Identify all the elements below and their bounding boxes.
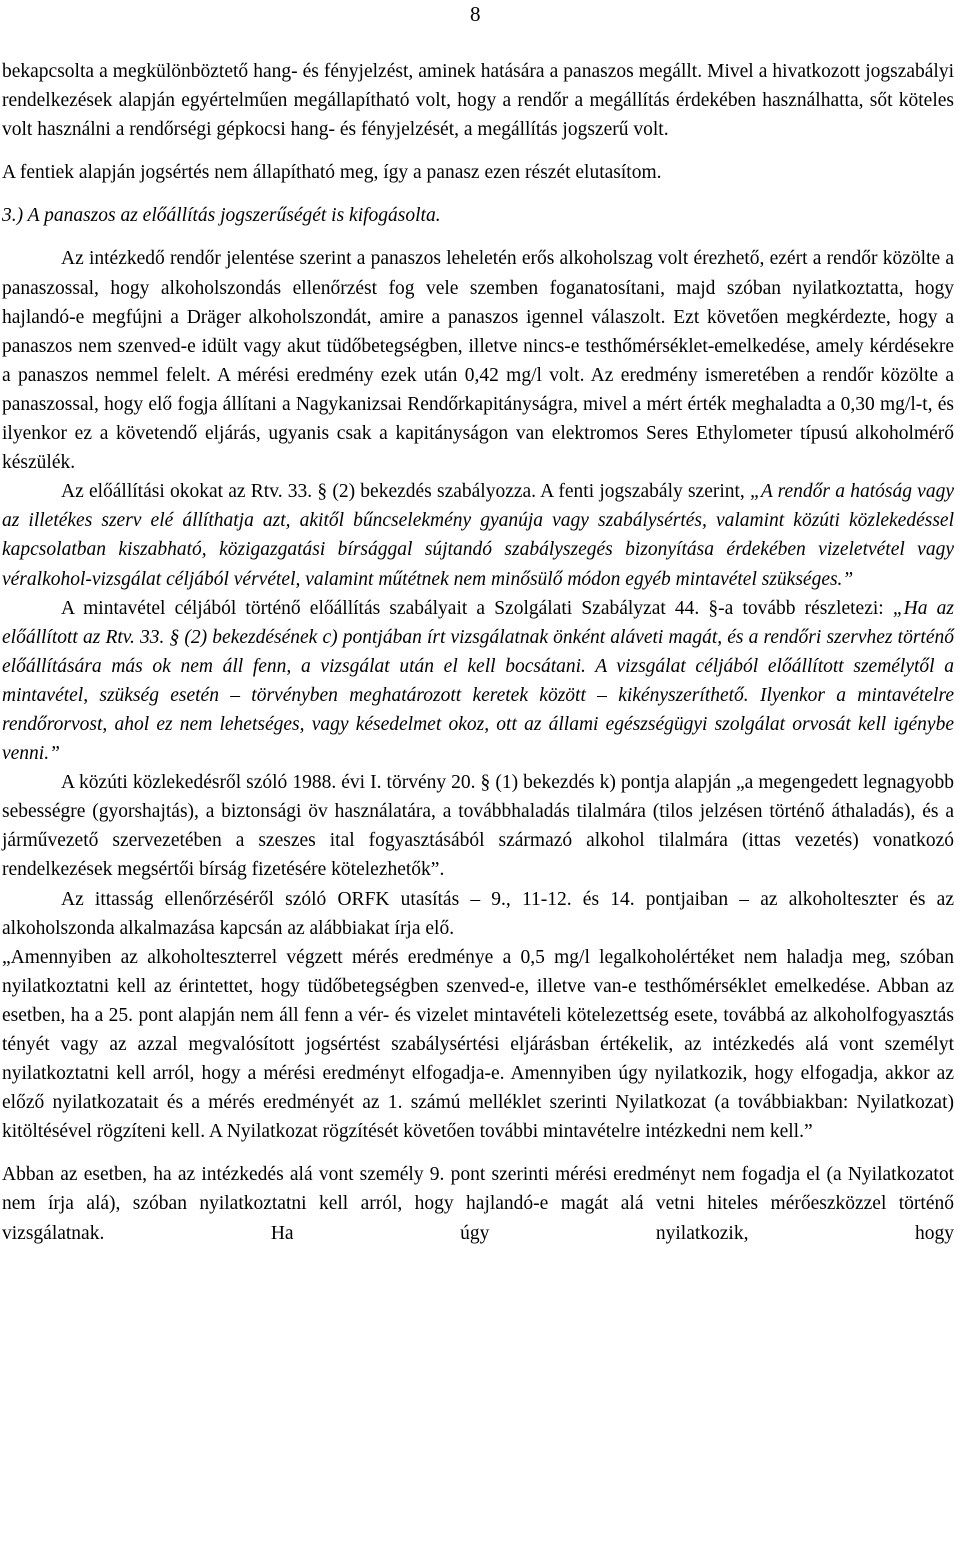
section-heading-3: 3.) A panaszos az előállítás jogszerűségét is kifogásolta. [2, 205, 441, 227]
paragraph-intro: bekapcsolta a megkülönböztető hang- és fényjelzést, aminek hatására a panaszos megállt. Mivel a hivatkozott jogszabályi rendelkezések alapján egyértelműen megállapítható volt, hogy a rendőr a megállítás érdekében használhatta, sőt köteles volt használni a rendőrségi gépkocsi hang- és fényjelzését, a megállítás jogszerű volt. [2, 61, 954, 141]
document-body [2, 57, 954, 1248]
regulation-quote: „Ha az előállított az Rtv. 33. § (2) bekezdésének c) pontjában írt vizsgálatnak önként aláveti magát, és a rendőri szervhez történő előállítására más ok nem áll fenn, a vizsgálat után el kell bocsátani. A vizsgálat céljából előállított személytől a mintavétel, szükség esetén – törvényben meghatározott keretek között – kikényszeríthető. Ilyenkor a mintavételre rendőrorvost, ahol ez nem lehetséges, vagy késedelmet okoz, ott az állami egészségügyi szolgálat orvosát kell igénybe venni.” [2, 597, 954, 765]
paragraph-refusal: Abban az esetben, ha az intézkedés alá vont személy 9. pont szerinti mérési eredményt nem fogadja el (a Nyilatkozatot nem írja alá), szóban nyilatkoztatni kell arról, hogy hajlandó-e magát alá vetni hiteles mérőeszközzel történő vizsgálatnak. Ha úgy nyilatkozik, hogy [2, 1164, 954, 1244]
paragraph-orfk: Az ittasság ellenőrzéséről szóló ORFK utasítás – 9., 11-12. és 14. pontjaiban – az alkoholteszter és az alkoholszonda alkalmazása kapcsán az alábbiakat írja elő. [2, 888, 954, 939]
paragraph-regulation [2, 594, 954, 769]
paragraph-rtv-citation [2, 477, 954, 593]
paragraph-report: Az intézkedő rendőr jelentése szerint a panaszos leheletén erős alkoholszag volt érezhető, ezért a rendőr közölte a panaszossal, hogy alkoholszondás ellenőrzést fog vele szemben foganatosítani, majd szóban nyilatkoztatta, hogy hajlandó-e megfújni a Dräger alkoholszondát, amire a panaszos igennel válaszolt. Ezt követően megkérdezte, hogy a panaszos nem szenved-e idült vagy akut tüdőbetegségben, illetve nincs-e testhőmérséklet-emelkedése, amely kérdésekre a panaszos nemmel felelt. A mérési eredmény ezek után 0,42 mg/l volt. Az eredmény ismeretében a rendőr közölte a panaszossal, hogy elő fogja állítani a Nagykanizsai Rendőrkapitányságra, mivel a mért érték meghaladta a 0,30 mg/l-t, és ilyenkor ez a követendő eljárás, ugyanis csak a kapitányságon van elektromos Seres Ethylometer típusú alkoholmérő készülék. [2, 248, 954, 474]
regulation-lead-text: A mintavétel céljából történő előállítás szabályait a Szolgálati Szabályzat 44. §-a tovább részletezi: [61, 597, 893, 619]
paragraph-traffic-law: A közúti közlekedésről szóló 1988. évi I. törvény 20. § (1) bekezdés k) pontja alapján „a megengedett legnagyobb sebességre (gyorshajtás), a biztonsági öv használatára, a továbbhaladás tilalmára (tilos jelzésen történő áthaladás), és a járművezető szervezetében a szeszes ital fogyasztásából származó alkohol tilalmára (ittas vezetés) vonatkozó rendelkezések megsértői bírság fizetésére kötelezhetők”. [2, 772, 954, 881]
rtv-lead-text: Az előállítási okokat az Rtv. 33. § (2) bekezdés szabályozza. A fenti jogszabály szerint, [61, 481, 751, 503]
paragraph-conclusion: A fentiek alapján jogsértés nem állapítható meg, így a panasz ezen részét elutasítom. [2, 162, 662, 184]
rtv-quote: „A rendőr a hatóság vagy az illetékes szerv elé állíthatja azt, akitől bűncselekmény gyanúja vagy szabálysértés, valamint közúti közlekedéssel kapcsolatban kiszabható, közigazgatási bírsággal sújtandó szabályszegés bizonyítása érdekében vizeletvétel vagy véralkohol-vizsgálat céljából vérvétel, valamint műtétnek nem minősülő módon egyéb mintavétel szükséges.” [2, 481, 954, 590]
paragraph-orfk-quote: „Amennyiben az alkoholteszterrel végzett mérés eredménye a 0,5 mg/l legalkoholértéket nem haladja meg, szóban nyilatkoztatni kell az érintettet, hogy tüdőbetegségben szenved-e, illetve van-e testhőmérséklet emelkedése. Abban az esetben, ha a 25. pont alapján nem áll fenn a vér- és vizelet mintavételi kötelezettség esete, továbbá az alkoholfogyasztás tényét vagy az azzal megvalósított jogsértést szabálysértési eljárásban értékelik, az intézkedés alá vont személyt nyilatkoztatni kell arról, hogy a mérési eredményt elfogadja-e. Amennyiben úgy nyilatkozik, hogy elfogadja, akkor az előző nyilatkozatait és a mérés eredményét az 1. számú melléklet szerinti Nyilatkozat (a továbbiakban: Nyilatkozat) kitöltésével rögzíteni kell. A Nyilatkozat rögzítését követően további mintavételre intézkedni nem kell.” [2, 946, 954, 1143]
page-number: 8 [470, 2, 481, 26]
